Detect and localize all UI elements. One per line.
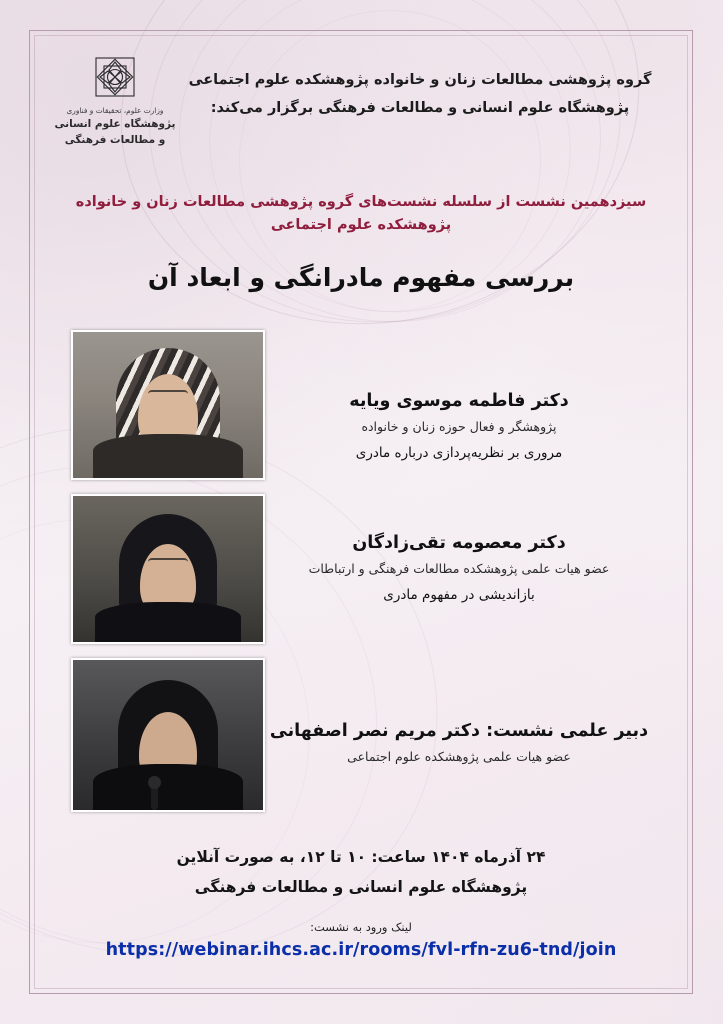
organizer-line-2: پژوهشگاه علوم انسانی و مطالعات فرهنگی برگزار می‌کند: — [211, 100, 631, 117]
organizer-text — [180, 52, 668, 123]
poster-content — [20, 22, 704, 1004]
session-chair-name: دبیر علمی نشست: دکتر مریم نصر اصفهانی — [270, 721, 650, 742]
poster-header — [46, 44, 678, 149]
speaker-info-3 — [250, 718, 670, 769]
speaker-role: عضو هیات علمی پژوهشکده مطالعات فرهنگی و ارتباطات — [309, 561, 611, 577]
ministry-caption: وزارت علوم، تحقیقات و فناوری — [67, 106, 165, 115]
series-subtitle: سیزدهمین نشست از سلسله نشست‌های گروه پژوهشی مطالعات زنان و خانواده پژوهشکده علوم اجتماعی — [76, 193, 648, 234]
speaker-name: دکتر معصومه تقی‌زادگان — [353, 533, 567, 554]
speaker-topic: مروری بر نظریه‌پردازی درباره مادری — [356, 444, 564, 461]
speaker-photo-3 — [72, 658, 266, 812]
speaker-role: پژوهشگر و فعال حوزه زنان و خانواده — [362, 419, 558, 435]
poster-footer — [20, 843, 704, 960]
institute-logo-block — [52, 52, 180, 149]
join-link[interactable]: https://webinar.ihcs.ac.ir/rooms/fvl-rfn-zu6-tnd/join — [106, 940, 618, 960]
poster-title: بررسی مفهوم مادرانگی و ابعاد آن — [148, 263, 576, 293]
speaker-photo-1 — [72, 330, 266, 480]
organizer-line-1: گروه پژوهشی مطالعات زنان و خانواده پژوهشکده علوم اجتماعی — [189, 72, 653, 88]
speaker-photo-2 — [72, 494, 266, 644]
speakers-section — [46, 330, 678, 800]
speaker-info-2 — [250, 530, 670, 607]
speaker-info-1 — [250, 388, 670, 465]
institute-caption: پژوهشگاه علوم انسانی و مطالعات فرهنگی — [55, 118, 177, 147]
speaker-name: دکتر فاطمه موسوی ویایه — [350, 391, 570, 412]
event-host: پژوهشگاه علوم انسانی و مطالعات فرهنگی — [195, 877, 529, 896]
event-datetime: ۲۴ آذرماه ۱۴۰۴ ساعت: ۱۰ تا ۱۲، به صورت آنلاین — [177, 848, 547, 867]
speaker-topic: بازاندیشی در مفهوم مادری — [384, 586, 536, 603]
join-link-label: لینک ورود به نشست: — [311, 920, 413, 934]
institute-logo-icon — [52, 54, 180, 104]
session-chair-role: عضو هیات علمی پژوهشکده علوم اجتماعی — [348, 749, 572, 765]
